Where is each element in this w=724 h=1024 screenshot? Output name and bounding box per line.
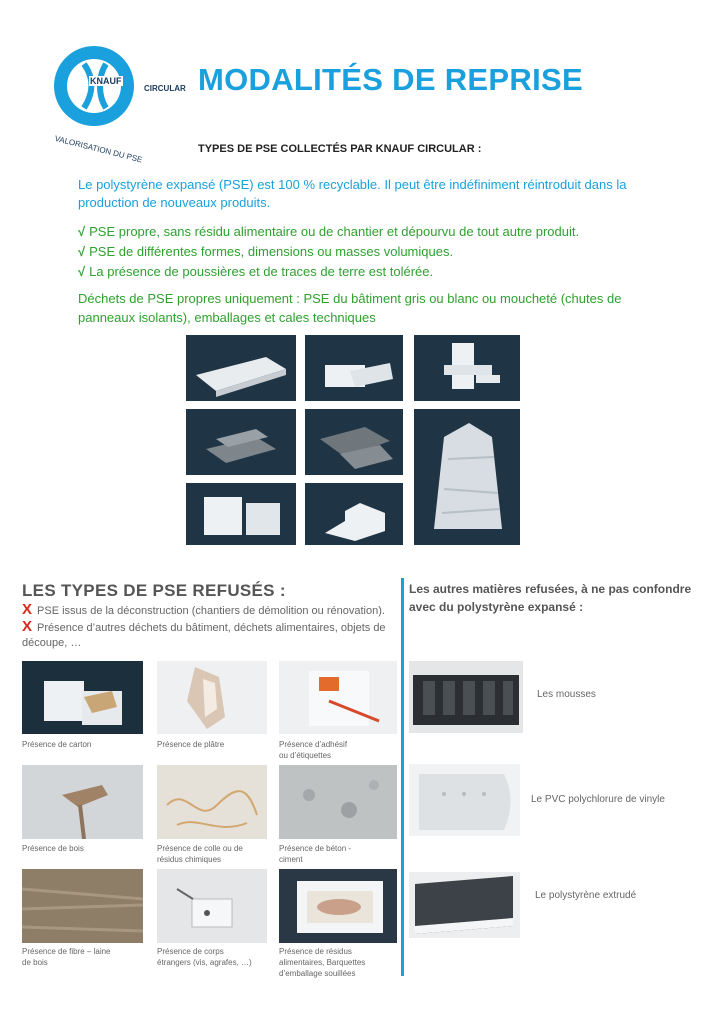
refused-caption-5: Présence de colle ou de résidus chimiques (157, 844, 243, 864)
refused-caption-3: Présence d’adhésif ou d’étiquettes (279, 740, 348, 760)
criterion-text: PSE propre, sans résidu alimentaire ou de chantier et dépourvu de tout autre produit. (89, 224, 580, 239)
refused-photo-plaster (157, 661, 267, 734)
refused-photo-concrete (279, 765, 397, 839)
logo-tagline: VALORISATION DU PSE (53, 134, 144, 165)
accepted-photo-textured (305, 409, 403, 475)
knauf-circular-logo (50, 42, 200, 165)
logo-brand: KNAUF (90, 76, 122, 86)
criterion-text: La présence de poussières et de traces de terre est tolérée. (89, 264, 434, 279)
refused-photo-cardboard (22, 661, 143, 734)
other-caption-xps: Le polystyrène extrudé (535, 890, 637, 901)
cross-icon: X (22, 618, 33, 635)
check-icon: √ (78, 244, 86, 259)
refused-item-2 (22, 619, 400, 651)
section-subtitle: TYPES DE PSE COLLECTÉS PAR KNAUF CIRCULAR : (198, 143, 482, 155)
other-materials-title: Les autres matières refusées, à ne pas confondre avec du polystyrène expansé : (409, 582, 692, 614)
refused-caption-1: Présence de carton (22, 740, 92, 749)
intro-paragraph: Le polystyrène expansé (PSE) est 100 % recyclable. Il peut être indéfiniment réintroduit dans la production de nouveaux produits. (78, 177, 627, 210)
accepted-criterion-3 (78, 264, 433, 279)
refused-caption-4: Présence de bois (22, 844, 84, 853)
check-icon: √ (78, 264, 86, 279)
refused-item-1 (22, 602, 402, 619)
check-icon: √ (78, 224, 86, 239)
refused-caption-2: Présence de plâtre (157, 740, 225, 749)
refused-title: LES TYPES DE PSE REFUSÉS : (22, 581, 286, 600)
refused-photo-glue (157, 765, 267, 839)
other-caption-foam: Les mousses (537, 689, 596, 700)
accepted-photo-shapes (414, 335, 520, 401)
refused-photo-food-residue (279, 869, 397, 943)
accepted-criterion-1 (78, 224, 579, 239)
refused-item-text: Présence d’autres déchets du bâtiment, déchets alimentaires, objets de découpe, … (22, 622, 386, 649)
cross-icon: X (22, 601, 33, 618)
refused-photo-adhesive (279, 661, 397, 734)
refused-photo-wood (22, 765, 143, 839)
other-photo-pvc (409, 764, 520, 836)
refused-caption-8: Présence de corps étrangers (vis, agrafes, …) (157, 947, 252, 967)
refused-caption-9: Présence de résidus alimentaires, Barquettes d’emballage souillées (279, 947, 366, 978)
accepted-photo-steps (305, 483, 403, 545)
other-photo-xps (409, 872, 520, 938)
refused-photo-foreign-bodies (157, 869, 267, 943)
accepted-photo-grey-boards (186, 409, 296, 475)
refused-caption-6: Présence de béton - ciment (279, 844, 352, 864)
accepted-photo-blocks (186, 483, 296, 545)
criterion-text: PSE de différentes formes, dimensions ou masses volumiques. (89, 244, 454, 259)
refused-photo-fibre (22, 869, 143, 943)
accepted-criterion-2 (78, 244, 453, 259)
accepted-note: Déchets de PSE propres uniquement : PSE du bâtiment gris ou blanc ou moucheté (chutes de panneaux isolants), emballages et cales techniques (78, 291, 622, 325)
logo-suffix: CIRCULAR (144, 84, 186, 93)
refused-item-text: PSE issus de la déconstruction (chantiers de démolition ou rénovation). (37, 605, 385, 617)
accepted-photo-panels (186, 335, 296, 401)
other-photo-foam (409, 661, 523, 733)
other-caption-pvc: Le PVC polychlorure de vinyle (531, 794, 665, 805)
page-title: MODALITÉS DE REPRISE (198, 62, 583, 97)
section-divider (401, 578, 404, 976)
accepted-photo-packaging (305, 335, 403, 401)
accepted-photo-bag (414, 409, 520, 545)
refused-caption-7: Présence de fibre – laine de bois (22, 947, 111, 967)
